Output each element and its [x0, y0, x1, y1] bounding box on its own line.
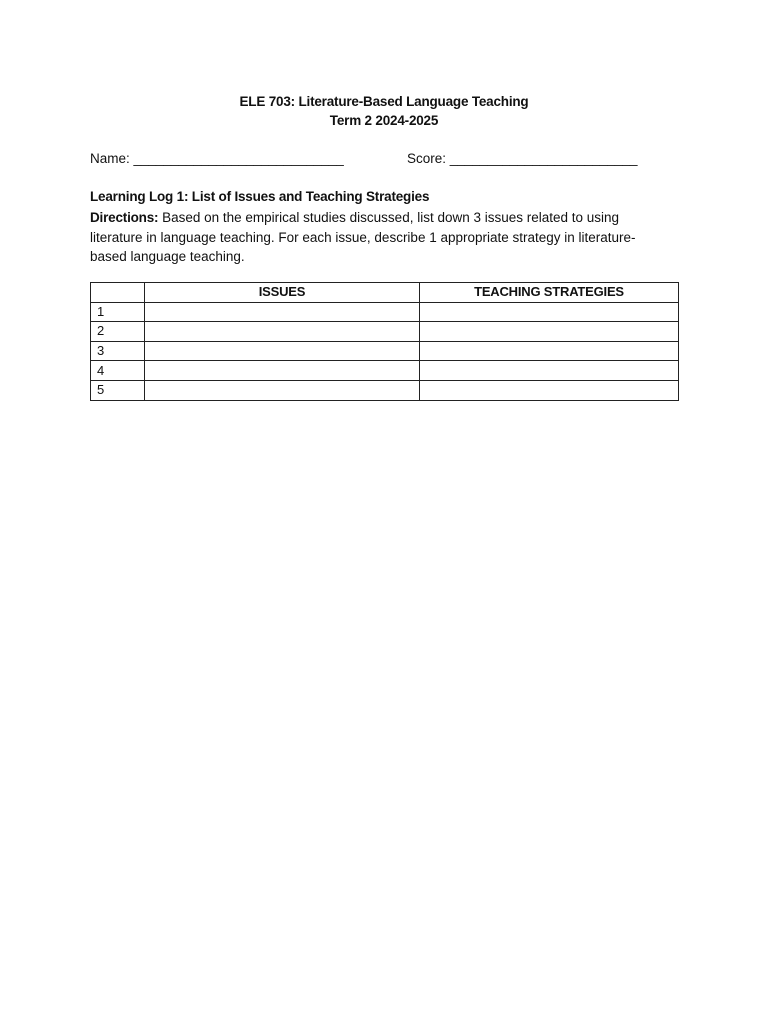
row-number: 2 [91, 322, 145, 342]
table-row [91, 361, 679, 381]
directions-label: Directions: [90, 210, 159, 225]
issue-cell[interactable] [145, 361, 420, 381]
row-number: 5 [91, 380, 145, 400]
issues-strategies-table [90, 282, 679, 401]
issue-cell[interactable] [145, 302, 420, 322]
header-teaching-strategies: TEACHING STRATEGIES [420, 283, 679, 303]
issue-cell[interactable] [145, 341, 420, 361]
header-number [91, 283, 145, 303]
strategy-cell[interactable] [420, 322, 679, 342]
row-number: 1 [91, 302, 145, 322]
issue-cell[interactable] [145, 380, 420, 400]
header-issues: ISSUES [145, 283, 420, 303]
table-row [91, 302, 679, 322]
strategy-cell[interactable] [420, 341, 679, 361]
strategy-cell[interactable] [420, 380, 679, 400]
table-row [91, 341, 679, 361]
directions-paragraph [90, 208, 670, 267]
strategy-cell[interactable] [420, 361, 679, 381]
term-label: Term 2 2024-2025 [329, 113, 439, 128]
name-field: Name: ____________________________ [90, 151, 344, 166]
learning-log-heading: Learning Log 1: List of Issues and Teaching Strategies [90, 189, 430, 204]
issue-cell[interactable] [145, 322, 420, 342]
table-row [91, 380, 679, 400]
row-number: 3 [91, 341, 145, 361]
table-header-row [91, 283, 679, 303]
row-number: 4 [91, 361, 145, 381]
score-field: Score: _________________________ [407, 151, 638, 166]
table-row [91, 322, 679, 342]
course-title: ELE 703: Literature-Based Language Teaching [239, 94, 529, 109]
strategy-cell[interactable] [420, 302, 679, 322]
directions-text: Based on the empirical studies discussed, list down 3 issues related to using literature in language teaching. For each issue, describe 1 appropriate strategy in literature-based language teaching. [90, 210, 636, 264]
